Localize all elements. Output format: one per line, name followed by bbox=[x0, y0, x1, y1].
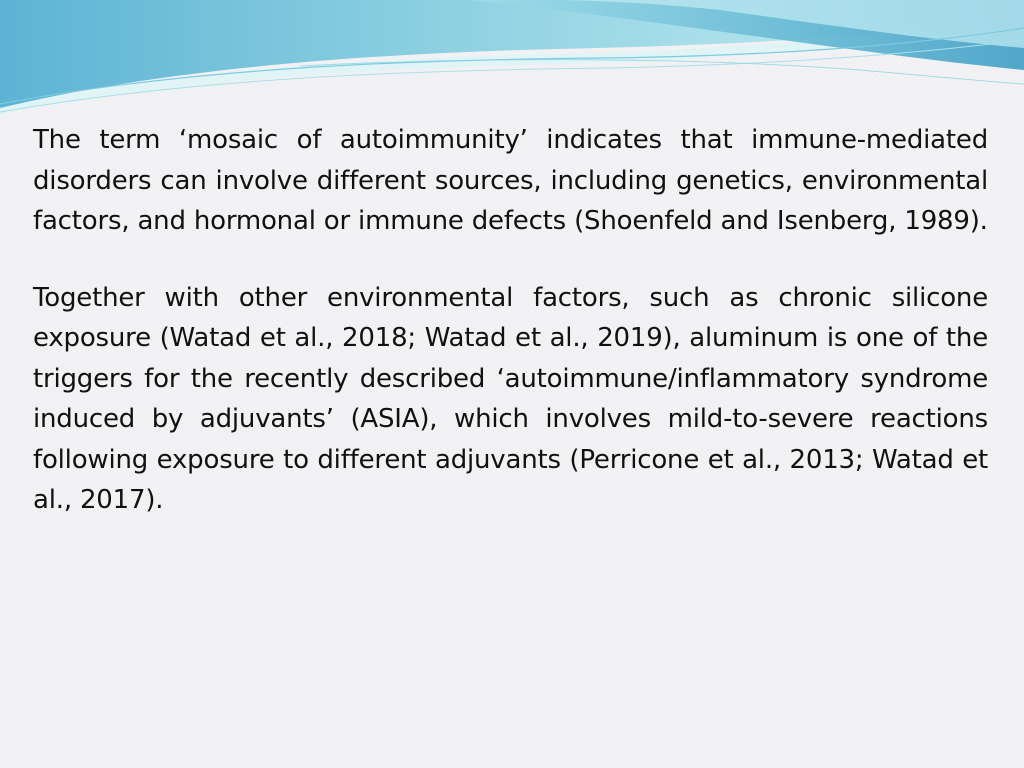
header-wave-decoration bbox=[0, 0, 1024, 120]
slide-body bbox=[33, 120, 988, 521]
paragraph-mosaic-of-autoimmunity: The term ‘mosaic of autoimmunity’ indicates that immune-mediated disorders can involve different sources, including genetics, environmental factors, and hormonal or immune defects (Shoenfeld and Isenberg, 1989). bbox=[33, 125, 988, 236]
paragraph-asia-syndrome: Together with other environmental factors, such as chronic silicone exposure (Watad et al., 2018; Watad et al., 2019), aluminum is one of the triggers for the recently described ‘autoimmune/inflammatory syndrome induced by adjuvants’ (ASIA), which involves mild-to-severe reactions following exposure to different adjuvants (Perricone et al., 2013; Watad et al., 2017). bbox=[33, 282, 988, 515]
